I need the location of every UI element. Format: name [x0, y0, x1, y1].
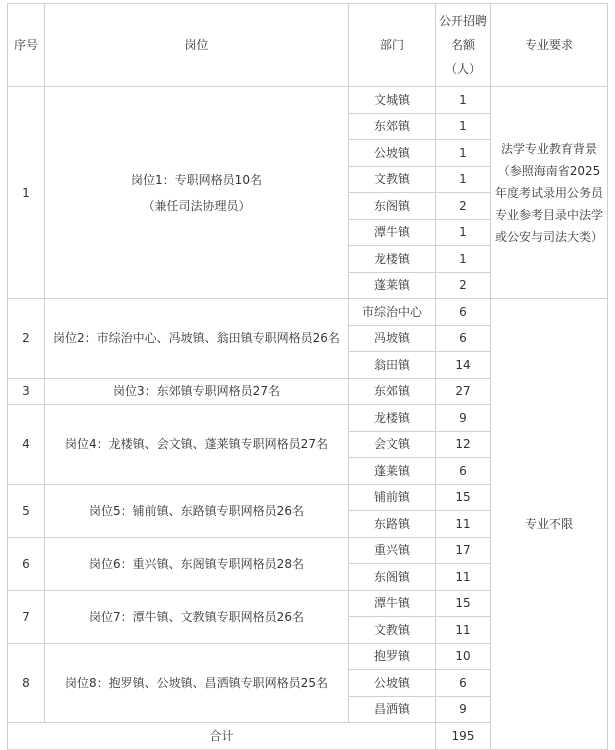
count-cell: 6 — [436, 458, 491, 485]
dept-cell: 东阁镇 — [349, 193, 436, 220]
seq-cell: 4 — [8, 405, 45, 485]
count-cell: 12 — [436, 431, 491, 458]
seq-cell: 7 — [8, 590, 45, 643]
position-cell — [45, 87, 349, 299]
dept-cell: 昌洒镇 — [349, 696, 436, 723]
dept-cell: 翁田镇 — [349, 352, 436, 379]
dept-cell: 东阁镇 — [349, 564, 436, 591]
position-title: 岗位7：潭牛镇、文教镇专职网格员26名 — [89, 609, 304, 624]
dept-cell: 龙楼镇 — [349, 405, 436, 432]
position-cell — [45, 484, 349, 537]
table-body — [8, 87, 608, 750]
count-cell: 14 — [436, 352, 491, 379]
position-title: 岗位3：东郊镇专职网格员27名 — [113, 384, 280, 399]
position-cell — [45, 537, 349, 590]
requirement-cell-law: 法学专业教育背景（参照海南省2025年度考试录用公务员专业参考目录中法学或公安与司法大类） — [491, 87, 608, 299]
header-row — [8, 4, 608, 87]
dept-cell: 东路镇 — [349, 511, 436, 538]
position-note: （兼任司法协理员） — [142, 198, 251, 213]
position-title: 岗位5：铺前镇、东路镇专职网格员26名 — [89, 503, 304, 518]
count-cell: 9 — [436, 696, 491, 723]
dept-cell: 龙楼镇 — [349, 246, 436, 273]
position-title: 岗位2：市综治中心、冯坡镇、翁田镇专职网格员26名 — [53, 331, 340, 346]
seq-cell: 5 — [8, 484, 45, 537]
dept-cell: 公坡镇 — [349, 670, 436, 697]
requirement-cell-any: 专业不限 — [491, 299, 608, 750]
header-quota-line1: 公开招聘 — [438, 14, 487, 28]
seq-cell: 1 — [8, 87, 45, 299]
header-requirement: 专业要求 — [491, 4, 608, 87]
position-cell — [45, 643, 349, 723]
dept-cell: 重兴镇 — [349, 537, 436, 564]
total-label: 合计 — [8, 723, 436, 750]
dept-cell: 公坡镇 — [349, 140, 436, 167]
dept-cell: 文教镇 — [349, 166, 436, 193]
count-cell: 11 — [436, 564, 491, 591]
recruitment-table — [7, 3, 608, 750]
dept-cell: 会文镇 — [349, 431, 436, 458]
count-cell: 27 — [436, 378, 491, 405]
position-cell — [45, 299, 349, 379]
table-row — [8, 299, 608, 326]
seq-cell: 6 — [8, 537, 45, 590]
count-cell: 17 — [436, 537, 491, 564]
seq-cell: 2 — [8, 299, 45, 379]
dept-cell: 冯坡镇 — [349, 325, 436, 352]
header-quota-line2: 名额 — [450, 38, 475, 52]
count-cell: 11 — [436, 617, 491, 644]
position-title: 岗位8：抱罗镇、公坡镇、昌洒镇专职网格员25名 — [65, 675, 328, 690]
position-title: 岗位1：专职网格员10名 — [131, 172, 262, 187]
dept-cell: 东郊镇 — [349, 378, 436, 405]
dept-cell: 市综治中心 — [349, 299, 436, 326]
position-title: 岗位4：龙楼镇、会文镇、蓬莱镇专职网格员27名 — [65, 437, 328, 452]
count-cell: 2 — [436, 272, 491, 299]
dept-cell: 文城镇 — [349, 87, 436, 114]
count-cell: 11 — [436, 511, 491, 538]
dept-cell: 蓬莱镇 — [349, 458, 436, 485]
dept-cell: 东郊镇 — [349, 113, 436, 140]
count-cell: 1 — [436, 113, 491, 140]
count-cell: 15 — [436, 590, 491, 617]
position-cell — [45, 590, 349, 643]
dept-cell: 潭牛镇 — [349, 219, 436, 246]
dept-cell: 铺前镇 — [349, 484, 436, 511]
count-cell: 6 — [436, 325, 491, 352]
header-dept: 部门 — [349, 4, 436, 87]
count-cell: 6 — [436, 299, 491, 326]
count-cell: 10 — [436, 643, 491, 670]
position-title: 岗位6：重兴镇、东阁镇专职网格员28名 — [89, 556, 304, 571]
dept-cell: 文教镇 — [349, 617, 436, 644]
count-cell: 1 — [436, 140, 491, 167]
seq-cell: 8 — [8, 643, 45, 723]
count-cell: 1 — [436, 246, 491, 273]
header-quota-line3: （人） — [444, 62, 481, 76]
position-cell — [45, 405, 349, 485]
seq-cell: 3 — [8, 378, 45, 405]
position-cell — [45, 378, 349, 405]
count-cell: 1 — [436, 87, 491, 114]
dept-cell: 蓬莱镇 — [349, 272, 436, 299]
count-cell: 6 — [436, 670, 491, 697]
header-seq: 序号 — [8, 4, 45, 87]
header-position: 岗位 — [45, 4, 349, 87]
count-cell: 2 — [436, 193, 491, 220]
count-cell: 1 — [436, 219, 491, 246]
total-count: 195 — [436, 723, 491, 750]
header-quota — [436, 4, 491, 87]
dept-cell: 抱罗镇 — [349, 643, 436, 670]
count-cell: 1 — [436, 166, 491, 193]
table-row — [8, 87, 608, 114]
count-cell: 15 — [436, 484, 491, 511]
count-cell: 9 — [436, 405, 491, 432]
dept-cell: 潭牛镇 — [349, 590, 436, 617]
